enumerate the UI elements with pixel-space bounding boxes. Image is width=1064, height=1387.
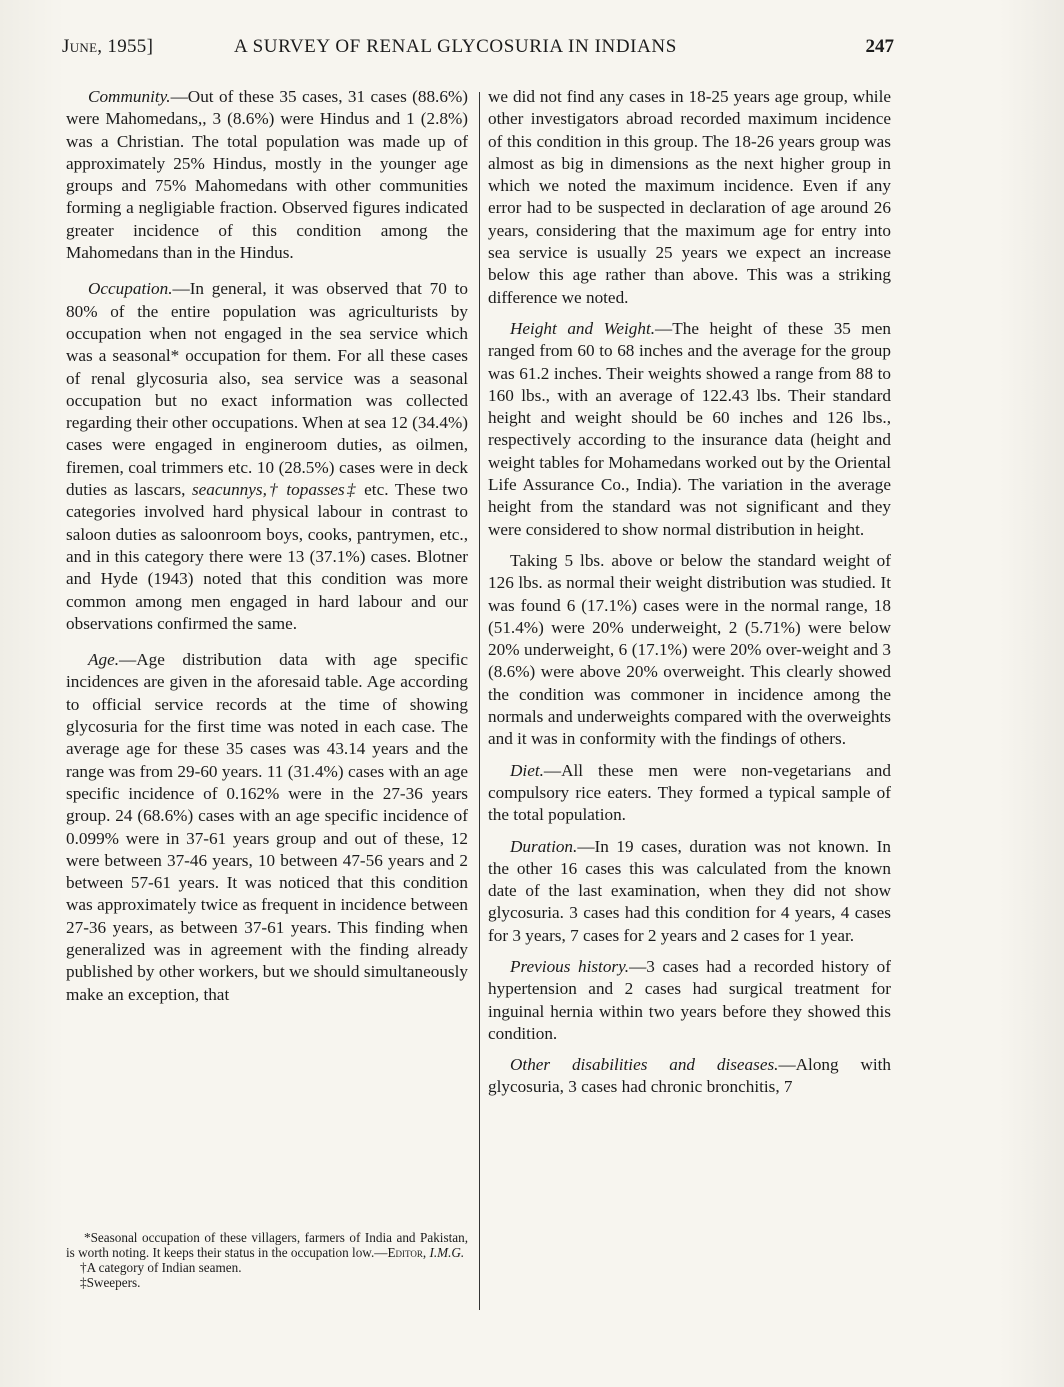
paragraph-height-weight bbox=[488, 318, 891, 541]
section-heading-occupation: Occupation. bbox=[88, 279, 173, 299]
paragraph-weight-distribution bbox=[488, 550, 891, 751]
paragraph-diet bbox=[488, 760, 891, 827]
paragraph-text: —All these men were non-vegetarians and compulsory rice eaters. They formed a typical sample of the total population. bbox=[488, 760, 891, 825]
paragraph-community bbox=[66, 86, 468, 264]
section-heading-community: Community. bbox=[88, 87, 171, 106]
paragraph-text: —In 19 cases, duration was not known. In the other 16 cases this was calculated from the known date of the last examination, when they did not show glycosuria. 3 cases had this condition for 4 years, 4 cases for 3 years, 7 cases for 2 years and 2 cases for 1 year. bbox=[488, 836, 891, 945]
right-column bbox=[488, 86, 891, 1108]
italic-term-topasses: topasses‡ bbox=[286, 480, 358, 500]
article-running-title: A SURVEY OF RENAL GLYCOSURIA IN INDIANS bbox=[234, 36, 677, 57]
paragraph-duration bbox=[488, 836, 891, 947]
paragraph-age bbox=[66, 649, 468, 1006]
paragraph-previous-history bbox=[488, 956, 891, 1045]
paragraph-text: Taking 5 lbs. above or below the standard weight of 126 lbs. as normal their weight distribution was studied. It was found 6 (17.1%) cases were in the normal range, 18 (51.4%) were 20% underweight, 2 (5.71%) were below 20% underweight, 6 (17.1%) were 20% over-weight and 3 (8.6%) were above 20% overweight. This clearly showed the condition was commoner in incidence among the normals and underweights compared with the overweights and it was in conformity with the findings of others. bbox=[488, 550, 891, 749]
issue-date: June, 1955] bbox=[62, 36, 154, 57]
paragraph-occupation bbox=[66, 278, 468, 635]
running-head bbox=[62, 36, 899, 66]
paragraph-text: —In general, it was observed that 70 to 80% of the entire population was agriculturists by occupation when not engaged in the sea service which was a seasonal* occupation for them. For all these cases of renal glycosuria also, sea service was a seasonal occupation but no exact information was collected regarding their other occupations. When at sea 12 (34.4%) cases were engaged in engineroom duties, as oilmen, firemen, coal trimmers etc. 10 (28.5%) cases were in deck duties as lascars, bbox=[66, 279, 468, 500]
footnote-text: *Seasonal occupation of these villagers, farmers of India and Pakistan, is worth noting. It keeps their status in the occupation low.— bbox=[66, 1230, 468, 1260]
italic-term-seacunnys: seacunnys,† bbox=[191, 480, 280, 500]
footnote-editor: Editor, bbox=[387, 1245, 427, 1260]
paragraph-continuation bbox=[488, 86, 891, 309]
column-divider bbox=[479, 92, 480, 1310]
paragraph-text: —Along with glycosuria, 3 cases had chronic bronchitis, 7 bbox=[488, 1055, 891, 1097]
paragraph-text: etc. These two categories involved hard physical labour in contrast to saloon duties as saloonroom boys, cooks, pantrymen, etc., and in this category there were 13 (37.1%) cases. Blotner and Hyde (1943) noted that this condition was more common among men engaged in hard labour and our observations confirmed the same. bbox=[66, 480, 469, 633]
page-number: 247 bbox=[865, 36, 894, 57]
paragraph-text: —3 cases had a recorded history of hypertension and 2 cases had surgical treatment for inguinal hernia within two years before they showed this condition. bbox=[488, 956, 891, 1043]
footnote-journal: I.M.G. bbox=[426, 1245, 465, 1260]
footnote-topasses: ‡Sweepers. bbox=[80, 1275, 141, 1290]
footnote-seacunnys: †A category of Indian seamen. bbox=[80, 1260, 242, 1275]
paragraph-text: —Out of these 35 cases, 31 cases (88.6%) were Mahomedans,, 3 (8.6%) were Hindus and 1 (2.8%) was a Christian. The total population was made up of approximately 25% Hindus, mostly in the younger age groups and 75% Mahomedans with other communities forming a negligiable fraction. Observed figures indicated greater incidence of this condition among the Mahomedans than in the Hindus. bbox=[66, 87, 468, 263]
paragraph-text: we did not find any cases in 18-25 years age group, while other investigators abroad recorded maximum incidence of this condition in this group. The 18-26 years group was almost as big in dimensions as the next higher group in which we noted the maximum incidence. Even if any error had to be suspected in declaration of age around 26 years, considering that the maximum age for entry into sea service is usually 25 years we expect an increase below this age rather than above. This was a striking difference we noted. bbox=[488, 87, 891, 307]
left-column bbox=[66, 86, 468, 1020]
paragraph-text: —The height of these 35 men ranged from 60 to 68 inches and the average for the group was 61.2 inches. Their weights showed a range from 88 to 160 lbs., with an average of 122.43 lbs. Their standard height and weight should be 60 inches and 126 lbs., respectively according to the insurance data (height and weight tables for Mohamedans worked out by the Oriental Life Assurance Co., India). The variation in the average height from the standard was not significant and they were considered to show normal distribution in height. bbox=[488, 318, 892, 539]
paragraph-other-disabilities bbox=[488, 1054, 891, 1099]
paragraph-text: —Age distribution data with age specific incidences are given in the aforesaid table. Age according to official service records at the time of showing glycosuria for the first time was noted in each case. The average age for these 35 cases was 43.14 years and the range was from 29-60 years. 11 (31.4%) cases with an age specific incidence of 0.162% were in the 27-36 years group. 24 (68.6%) cases with an age specific incidence of 0.099% were in 37-61 years group and out of these, 12 were between 37-46 years, 10 between 47-56 years and 2 between 57-61 years. It was noticed that this condition was approximately twice as frequent in incidence between 27-36 years, as between 37-61 years. This finding when generalized was in agreement with the finding already published by other workers, but we should simultaneously make an exception, that bbox=[66, 650, 468, 1004]
section-heading-height-weight: Height and Weight. bbox=[510, 318, 656, 338]
section-heading-diet: Diet. bbox=[510, 760, 544, 780]
section-heading-previous-history: Previous history. bbox=[510, 956, 630, 976]
section-heading-other-disabilities: Other disabilities and diseases. bbox=[510, 1055, 779, 1075]
section-heading-duration: Duration. bbox=[510, 836, 578, 856]
footnotes bbox=[66, 1230, 468, 1290]
footnote-seasonal bbox=[66, 1230, 468, 1260]
section-heading-age: Age. bbox=[88, 650, 120, 670]
